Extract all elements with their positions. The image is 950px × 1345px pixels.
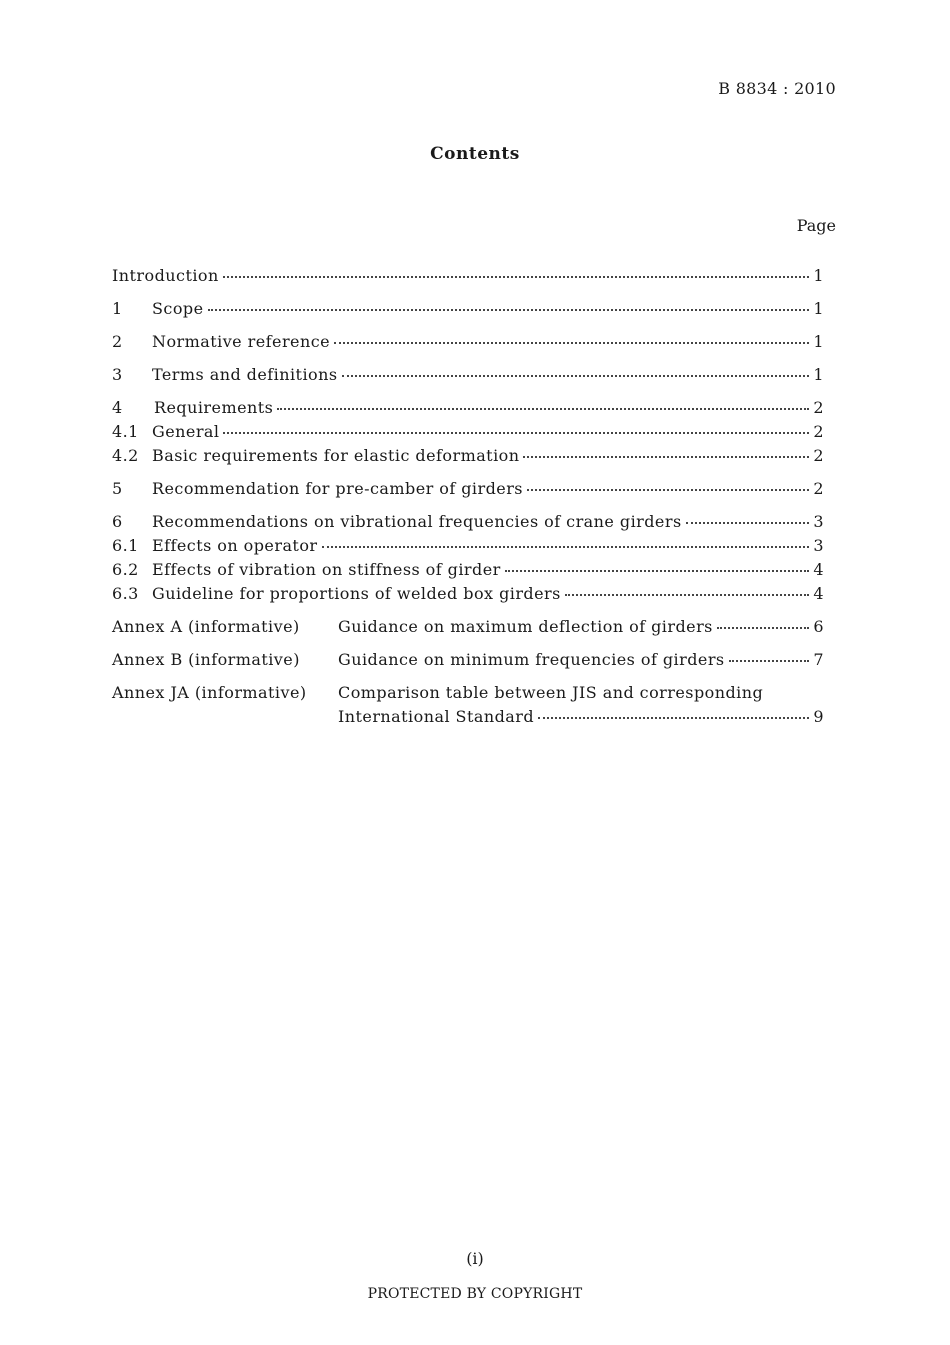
- toc-annex-label: Annex A (informative): [112, 617, 300, 636]
- toc-entry-title: Introduction: [112, 266, 219, 285]
- toc-entry-number: 6.3: [112, 584, 139, 603]
- contents-title: Contents: [430, 144, 520, 164]
- toc-entry-introduction[interactable]: [112, 266, 824, 290]
- toc-entry-number: 4.1: [112, 422, 139, 441]
- toc-entry-scope[interactable]: [112, 299, 824, 323]
- toc-entry-title: General: [152, 422, 220, 441]
- toc-entry-title: Terms and definitions: [152, 365, 338, 384]
- toc-entry-title-continued: International Standard: [338, 707, 535, 726]
- document-code: B 8834 : 2010: [718, 79, 836, 98]
- toc-entry-number: 3: [112, 365, 123, 384]
- toc-entry-title: Requirements: [154, 398, 274, 417]
- toc-entry-number: 2: [112, 332, 123, 351]
- toc-entry-page: 9: [813, 707, 824, 726]
- toc-entry-page: 1: [813, 332, 824, 351]
- toc-entry-title: Normative reference: [152, 332, 331, 351]
- toc-entry-title: Recommendations on vibrational frequencies of crane girders: [152, 512, 682, 531]
- toc-entry-page: 3: [813, 512, 824, 531]
- dot-leader: [686, 521, 809, 524]
- toc-entry-vibrational-frequencies[interactable]: [112, 512, 824, 536]
- toc-entry-page: 7: [813, 650, 824, 669]
- toc-entry-general[interactable]: [112, 422, 824, 446]
- dot-leader: [729, 659, 809, 662]
- toc-entry-annex-a[interactable]: [112, 617, 824, 641]
- toc-entry-number: 1: [112, 299, 123, 318]
- toc-entry-number: 6: [112, 512, 123, 531]
- dot-leader: [334, 341, 809, 344]
- toc-entry-page: 2: [813, 398, 824, 417]
- dot-leader: [322, 545, 810, 548]
- toc-entry-page: 4: [813, 560, 824, 579]
- page-column-label: Page: [796, 216, 836, 235]
- toc-entry-page: 2: [813, 446, 824, 465]
- toc-entry-normative-reference[interactable]: [112, 332, 824, 356]
- toc-entry-page: 3: [813, 536, 824, 555]
- dot-leader: [223, 275, 809, 278]
- toc-entry-page: 2: [813, 479, 824, 498]
- dot-leader: [277, 407, 809, 410]
- toc-entry-title: Effects on operator: [152, 536, 318, 555]
- toc-entry-title: Guideline for proportions of welded box girders: [152, 584, 561, 603]
- toc-entry-title: Scope: [152, 299, 204, 318]
- dot-leader: [523, 455, 809, 458]
- toc-entry-page: 2: [813, 422, 824, 441]
- toc-entry-annex-b[interactable]: [112, 650, 824, 674]
- toc-annex-label: Annex JA (informative): [112, 683, 307, 702]
- toc-entry-title: Comparison table between JIS and corresponding: [338, 683, 764, 702]
- dot-leader: [527, 488, 809, 491]
- toc-entry-welded-box-girders[interactable]: [112, 584, 824, 608]
- dot-leader: [717, 626, 809, 629]
- toc-entry-number: 6.1: [112, 536, 139, 555]
- dot-leader: [538, 716, 809, 719]
- toc-entry-title: Guidance on minimum frequencies of girders: [338, 650, 725, 669]
- dot-leader: [505, 569, 809, 572]
- toc-entry-terms-definitions[interactable]: [112, 365, 824, 389]
- toc-entry-page: 6: [813, 617, 824, 636]
- toc-entry-number: 6.2: [112, 560, 139, 579]
- dot-leader: [208, 308, 809, 311]
- toc-entry-annex-ja-continued[interactable]: [112, 707, 824, 731]
- toc-entry-pre-camber[interactable]: [112, 479, 824, 503]
- toc-entry-title: Recommendation for pre-camber of girders: [152, 479, 523, 498]
- toc-entry-page: 4: [813, 584, 824, 603]
- dot-leader: [223, 431, 809, 434]
- toc-entry-annex-ja[interactable]: [112, 683, 824, 707]
- toc-entry-number: 4: [112, 398, 123, 417]
- toc-entry-requirements[interactable]: [112, 398, 824, 422]
- toc-entry-effects-operator[interactable]: [112, 536, 824, 560]
- toc-entry-title: Basic requirements for elastic deformation: [152, 446, 520, 465]
- toc-entry-page: 1: [813, 299, 824, 318]
- dot-leader: [565, 593, 809, 596]
- page-number: (i): [466, 1249, 484, 1268]
- toc-entry-page: 1: [813, 266, 824, 285]
- toc-entry-number: 5: [112, 479, 123, 498]
- toc-entry-page: 1: [813, 365, 824, 384]
- toc-entry-effects-vibration[interactable]: [112, 560, 824, 584]
- toc-annex-label: Annex B (informative): [112, 650, 300, 669]
- copyright-notice: PROTECTED BY COPYRIGHT: [367, 1286, 583, 1302]
- toc-entry-basic-requirements[interactable]: [112, 446, 824, 470]
- toc-entry-number: 4.2: [112, 446, 139, 465]
- toc-entry-title: Guidance on maximum deflection of girders: [338, 617, 713, 636]
- toc-entry-title: Effects of vibration on stiffness of girder: [152, 560, 501, 579]
- dot-leader: [342, 374, 809, 377]
